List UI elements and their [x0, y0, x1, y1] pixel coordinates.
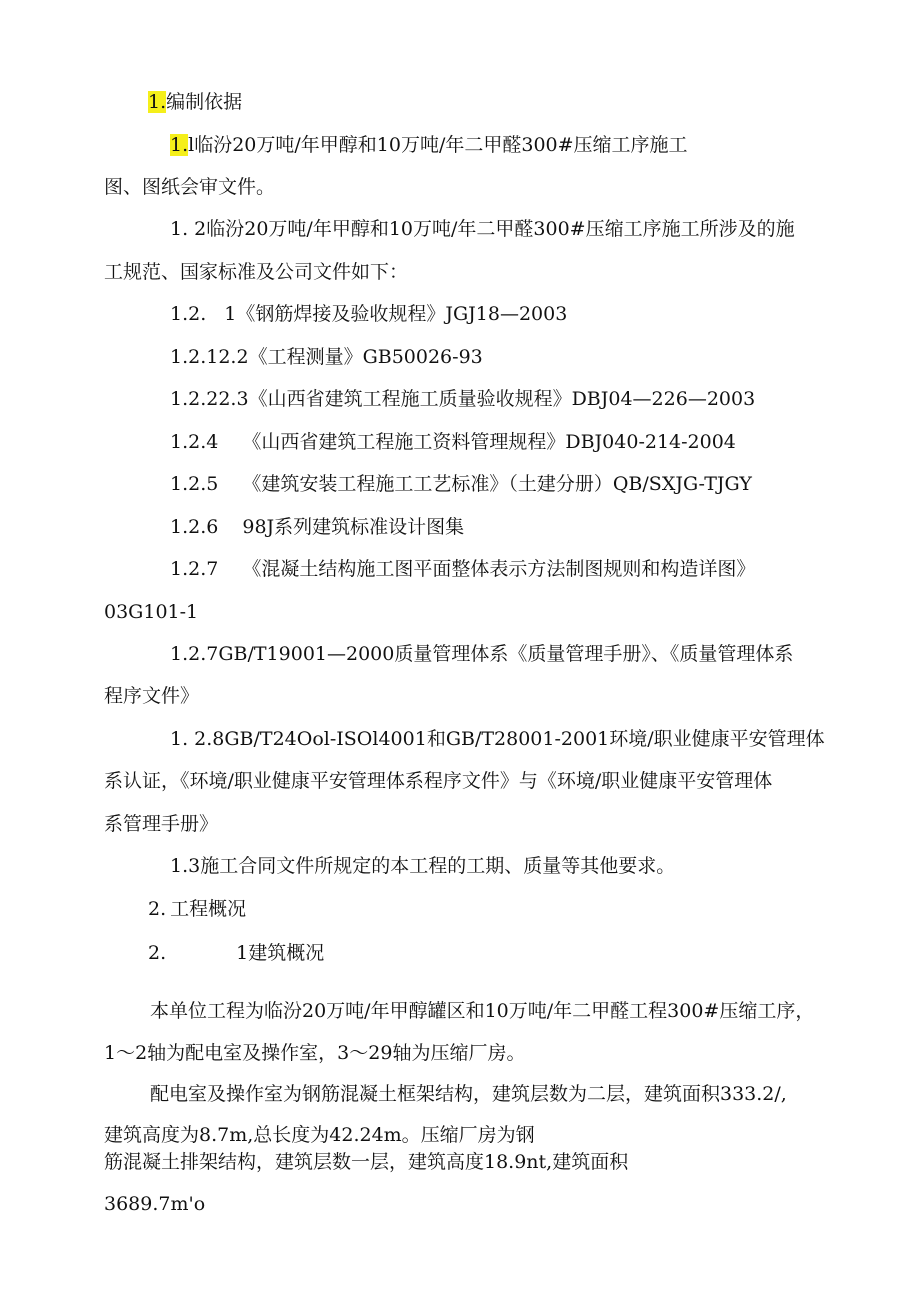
reference-number: 1.2.12.2 — [170, 346, 249, 368]
reference-text: 《混凝土结构施工图平面整体表示方法制图规则和构造详图》 — [242, 558, 756, 580]
paragraph-1-2-8-line-1: 1. 2.8GB/T24Ool-ISOl4001和GB/T28001-2001环境/职业健康平安管理体 — [170, 728, 825, 750]
section-heading-1 — [148, 90, 242, 114]
reference-item — [170, 302, 567, 326]
paragraph-number-highlight: 1. — [170, 134, 189, 156]
reference-text: 《山西省建筑工程施工资料管理规程》DBJ040-214-2004 — [242, 431, 736, 453]
paragraph-1-3: 1.3施工合同文件所规定的本工程的工期、质量等其他要求。 — [170, 855, 676, 877]
paragraph-text: 临汾20万吨/年甲醇和10万吨/年二甲醛300#压缩工序施工 — [194, 134, 688, 156]
reference-number: 1.2.22.3 — [170, 388, 249, 410]
subsection-heading-2-1 — [148, 941, 324, 965]
body-paragraph-2-line-2: 建筑高度为8.7m,总长度为42.24m。压缩厂房为钢 — [104, 1124, 535, 1146]
paragraph-1-2-line-2: 工规范、国家标准及公司文件如下： — [104, 261, 409, 283]
reference-item — [170, 557, 755, 581]
section-heading-2 — [148, 897, 246, 921]
section-title: 编制依据 — [166, 91, 243, 113]
section-number-highlight: 1. — [148, 91, 167, 113]
paragraph-number-tail: l — [188, 134, 195, 156]
reference-item — [170, 345, 483, 369]
reference-number: 1.2.7 — [170, 558, 219, 580]
paragraph-1-2-8-line-2: 系认证，《环境/职业健康平安管理体系程序文件》与《环境/职业健康平安管理体 — [104, 770, 773, 792]
reference-number: 1.2.4 — [170, 431, 219, 453]
paragraph-1-2-7-line-1: 1.2.7GB/T19001—2000质量管理体系《质量管理手册》、《质量管理体系 — [170, 643, 794, 665]
reference-continuation: 03G101-1 — [104, 601, 199, 623]
reference-text: 《钢筋焊接及验收规程》JGJ18—2003 — [236, 303, 568, 325]
body-paragraph-1-line-2: 1～2轴为配电室及操作室，3～29轴为压缩厂房。 — [104, 1042, 526, 1064]
body-paragraph-2-line-3: 筋混凝土排架结构，建筑层数一层，建筑高度18.9nt,建筑面积 — [104, 1151, 629, 1173]
reference-item — [170, 387, 755, 411]
reference-text: 《山西省建筑工程施工质量验收规程》DBJ04—226—2003 — [248, 388, 756, 410]
paragraph-1-2-8-line-3: 系管理手册》 — [104, 813, 219, 835]
reference-number: 1.2.5 — [170, 473, 219, 495]
reference-text: 98J系列建筑标准设计图集 — [242, 516, 465, 538]
paragraph-1-1-line-1 — [170, 133, 688, 157]
subsection-number: 2. — [148, 942, 167, 964]
reference-text: 《建筑安装工程施工工艺标准》（土建分册）QB/SXJG-TJGY — [242, 473, 752, 495]
body-paragraph-2-line-4: 3689.7m'o — [104, 1193, 206, 1215]
reference-number-suffix: 1 — [224, 303, 237, 325]
reference-item — [170, 515, 464, 539]
body-paragraph-2-line-1: 配电室及操作室为钢筋混凝土框架结构，建筑层数为二层，建筑面积333.2/, — [150, 1083, 787, 1105]
subsection-title: 1建筑概况 — [236, 942, 325, 964]
section-number: 2. — [148, 898, 167, 920]
reference-number: 1.2.6 — [170, 516, 219, 538]
paragraph-1-1-line-2: 图、图纸会审文件。 — [104, 176, 276, 198]
reference-item — [170, 430, 736, 454]
reference-item — [170, 472, 752, 496]
body-paragraph-1-line-1: 本单位工程为临汾20万吨/年甲醇罐区和10万吨/年二甲醛工程300#压缩工序， — [150, 1000, 815, 1022]
paragraph-1-2-line-1: 1. 2临汾20万吨/年甲醇和10万吨/年二甲醛300#压缩工序施工所涉及的施 — [170, 218, 795, 240]
reference-text: 《工程测量》GB50026-93 — [248, 346, 483, 368]
paragraph-1-2-7-line-2: 程序文件》 — [104, 685, 200, 707]
section-title: 工程概况 — [170, 898, 247, 920]
reference-number: 1.2. — [170, 303, 207, 325]
